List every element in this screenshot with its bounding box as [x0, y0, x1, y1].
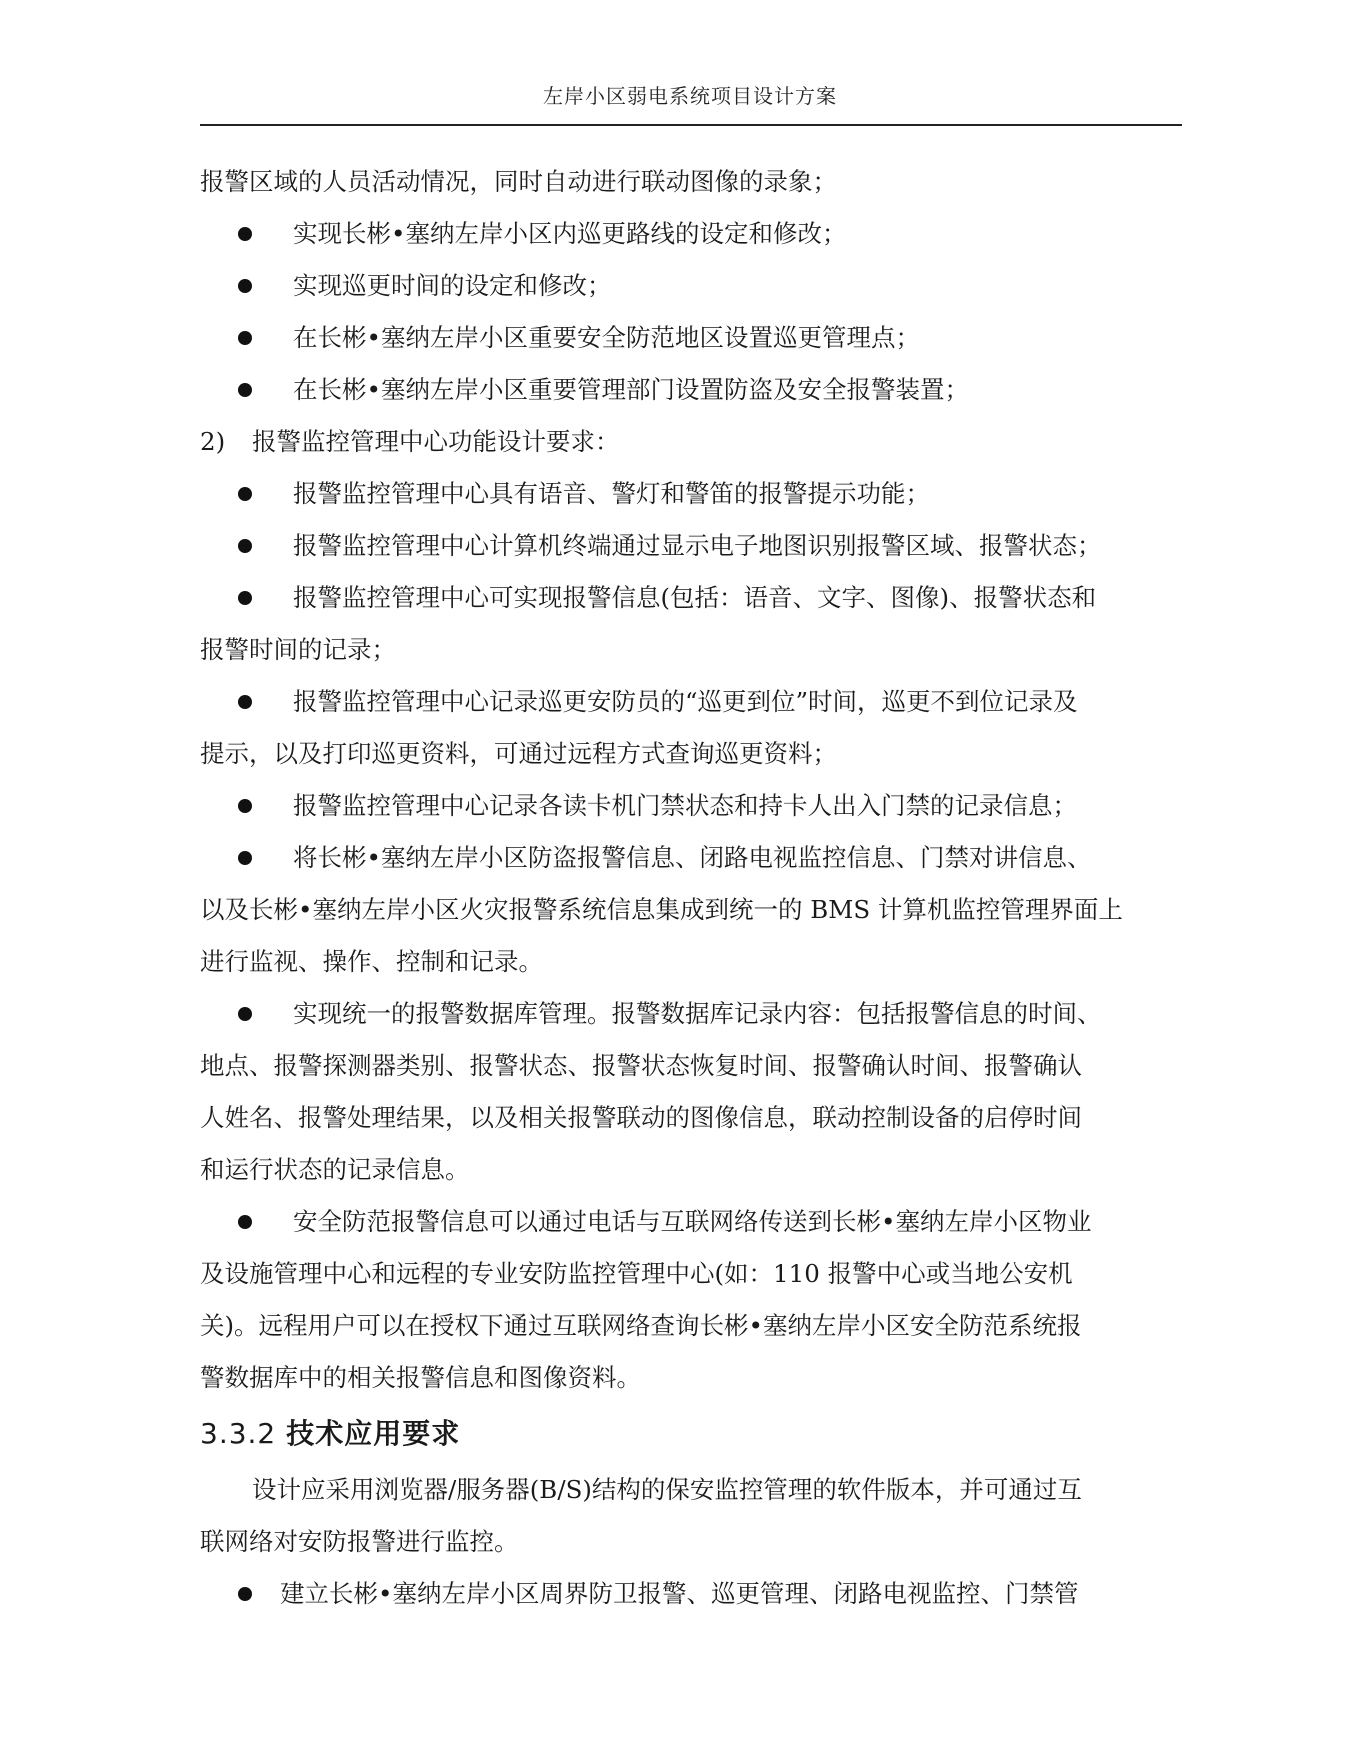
bullet-paragraph-line [200, 1196, 1182, 1248]
bullet-icon [238, 487, 252, 501]
bullet-icon [238, 851, 252, 865]
section-title: 技术应用要求 [286, 1417, 461, 1450]
header-rule [200, 124, 1182, 126]
list-item-text: 实现长彬•塞纳左岸小区内巡更路线的设定和修改； [293, 219, 847, 248]
paragraph-line: 联网络对安防报警进行监控。 [200, 1527, 519, 1556]
bullet-icon [238, 1007, 252, 1021]
list-item-text: 在长彬•塞纳左岸小区重要管理部门设置防盗及安全报警装置； [293, 375, 969, 404]
paragraph-text: 报警监控管理中心可实现报警信息(包括：语音、文字、图像)、报警状态和 [293, 583, 1097, 612]
list-item [200, 780, 1182, 832]
paragraph-text: 将长彬•塞纳左岸小区防盗报警信息、闭路电视监控信息、门禁对讲信息、 [293, 843, 1092, 872]
list-item-text: 报警监控管理中心计算机终端通过显示电子地图识别报警区域、报警状态； [293, 531, 1102, 560]
paragraph-line: 和运行状态的记录信息。 [200, 1155, 470, 1184]
document-body [200, 156, 1182, 1620]
bullet-paragraph-line [200, 988, 1182, 1040]
text-line: 报警区域的人员活动情况，同时自动进行联动图像的录象； [200, 167, 837, 196]
bullet-icon [238, 227, 252, 241]
bullet-paragraph-line [200, 1568, 1182, 1620]
paragraph-line: 进行监视、操作、控制和记录。 [200, 947, 543, 976]
list-item [200, 468, 1182, 520]
bullet-icon [238, 799, 252, 813]
numbered-item-text: 报警监控管理中心功能设计要求： [252, 427, 620, 456]
page-header: 左岸小区弱电系统项目设计方案 [543, 84, 837, 108]
paragraph-line: 报警时间的记录； [200, 635, 396, 664]
list-item [200, 520, 1182, 572]
section-heading [200, 1404, 1182, 1464]
paragraph-text: 安全防范报警信息可以通过电话与互联网络传送到长彬•塞纳左岸小区物业 [293, 1207, 1092, 1236]
list-item [200, 312, 1182, 364]
list-item-text: 在长彬•塞纳左岸小区重要安全防范地区设置巡更管理点； [293, 323, 920, 352]
bullet-icon [238, 1587, 252, 1601]
numbered-item [200, 416, 1182, 468]
paragraph-line: 设计应采用浏览器/服务器(B/S)结构的保安监控管理的软件版本，并可通过互 [252, 1475, 1082, 1504]
bullet-paragraph-line [200, 832, 1182, 884]
numbered-item-label: 2) [200, 427, 226, 456]
bullet-icon [238, 279, 252, 293]
paragraph-line: 及设施管理中心和远程的专业安防监控管理中心(如：110 报警中心或当地公安机 [200, 1259, 1073, 1288]
paragraph-line: 人姓名、报警处理结果，以及相关报警联动的图像信息，联动控制设备的启停时间 [200, 1103, 1082, 1132]
paragraph-text: 报警监控管理中心记录巡更安防员的“巡更到位”时间，巡更不到位记录及 [293, 687, 1078, 716]
bullet-icon [238, 383, 252, 397]
section-number: 3.3.2 [200, 1417, 277, 1450]
bullet-icon [238, 331, 252, 345]
list-item-text: 报警监控管理中心记录各读卡机门禁状态和持卡人出入门禁的记录信息； [293, 791, 1077, 820]
list-item [200, 208, 1182, 260]
bullet-icon [238, 591, 252, 605]
bullet-icon [238, 695, 252, 709]
list-item-text: 报警监控管理中心具有语音、警灯和警笛的报警提示功能； [293, 479, 930, 508]
list-item-text: 实现巡更时间的设定和修改； [293, 271, 612, 300]
bullet-paragraph-line [200, 676, 1182, 728]
paragraph-text: 实现统一的报警数据库管理。报警数据库记录内容：包括报警信息的时间、 [293, 999, 1102, 1028]
paragraph-line: 提示，以及打印巡更资料，可通过远程方式查询巡更资料； [200, 739, 837, 768]
paragraph-line: 以及长彬•塞纳左岸小区火灾报警系统信息集成到统一的 BMS 计算机监控管理界面上 [200, 895, 1123, 924]
bullet-paragraph-line [200, 572, 1182, 624]
bullet-icon [238, 1215, 252, 1229]
list-item [200, 364, 1182, 416]
paragraph-line: 关)。远程用户可以在授权下通过互联网络查询长彬•塞纳左岸小区安全防范系统报 [200, 1311, 1082, 1340]
paragraph-line: 警数据库中的相关报警信息和图像资料。 [200, 1363, 641, 1392]
list-item [200, 260, 1182, 312]
paragraph-text: 建立长彬•塞纳左岸小区周界防卫报警、巡更管理、闭路电视监控、门禁管 [280, 1579, 1079, 1608]
paragraph-line: 地点、报警探测器类别、报警状态、报警状态恢复时间、报警确认时间、报警确认 [200, 1051, 1082, 1080]
bullet-icon [238, 539, 252, 553]
